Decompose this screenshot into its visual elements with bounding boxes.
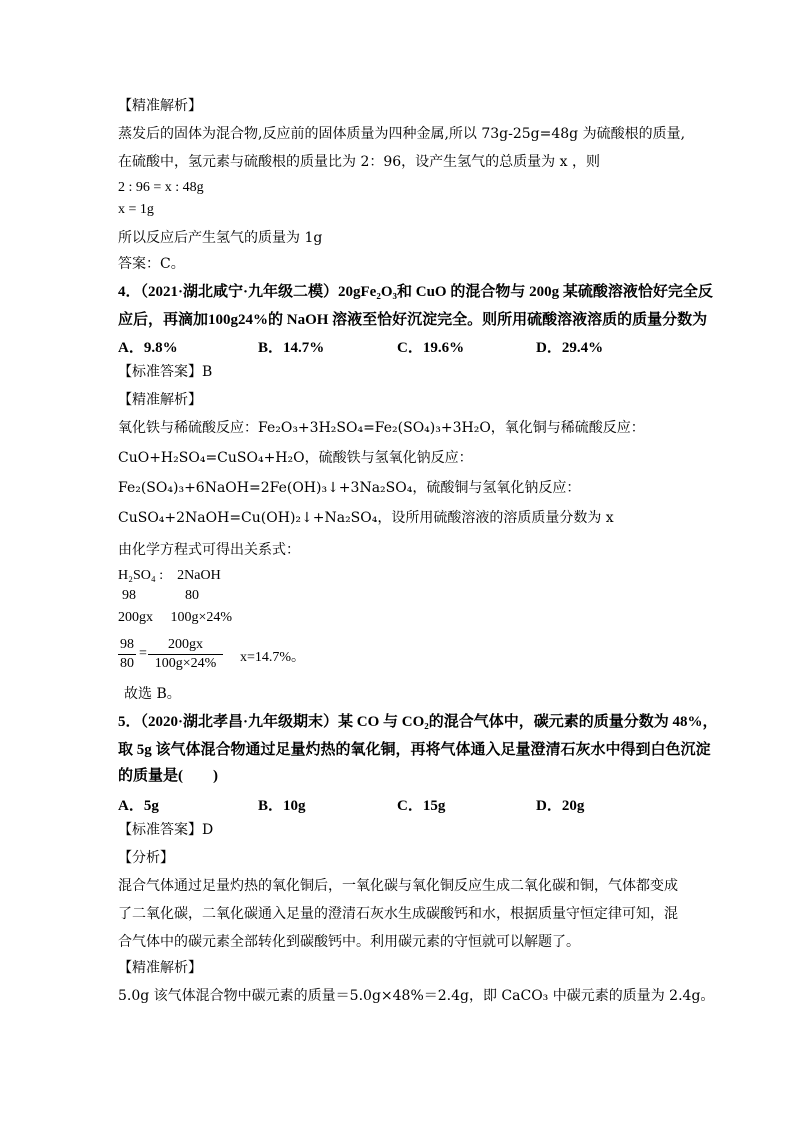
- paragraph-line: 了二氧化碳，二氧化碳通入足量的澄清石灰水生成碳酸钙和水，根据质量守恒定律可知，混: [118, 906, 678, 922]
- paragraph-line: 所以反应后产生氢气的质量为 1g: [118, 230, 323, 246]
- standard-answer: 【标准答案】D: [118, 822, 214, 838]
- question-4-stem: 4．（2021·湖北咸宁·九年级二模）20gFe₂O₃和 CuO 的混合物与 200g 某硫酸溶液恰好完全反: [118, 284, 713, 300]
- equation-line: x = 1g: [118, 202, 154, 217]
- fraction-left: [118, 636, 136, 673]
- relation-line: H₂SO₄ : 2NaOH: [118, 568, 221, 583]
- question-5-stem: 取 5g 该气体混合物通过足量灼热的氧化铜，再将气体通入足量澄清石灰水中得到白色沉淀: [118, 742, 711, 758]
- option-c: C．19.6%: [397, 340, 465, 356]
- option-b: B．10g: [258, 798, 306, 814]
- standard-answer: 【标准答案】B: [118, 364, 213, 380]
- section-heading-jiexi: 【精准解析】: [118, 98, 202, 114]
- option-a: A．5g: [118, 798, 159, 814]
- fraction-denominator: 80: [120, 656, 134, 671]
- paragraph-line: 蒸发后的固体为混合物,反应前的固体质量为四种金属,所以 73g-25g=48g 为硫酸根的质量,: [118, 126, 686, 142]
- question-5-stem: 的质量是( ): [118, 768, 218, 784]
- fraction-result: x=14.7%。: [240, 650, 306, 665]
- conclusion-line: 故选 B。: [124, 686, 181, 702]
- option-d: D．29.4%: [536, 340, 604, 356]
- relation-line: 98 80: [122, 588, 199, 603]
- reaction-line: 氧化铁与稀硫酸反应：Fe₂O₃+3H₂SO₄=Fe₂(SO₄)₃+3H₂O，氧化铜与稀硫酸反应：: [118, 420, 645, 436]
- paragraph-line: 混合气体通过足量灼热的氧化铜后，一氧化碳与氧化铜反应生成二氧化碳和铜，气体都变成: [118, 878, 678, 894]
- fraction-numerator: 98: [118, 636, 136, 655]
- equals-sign: =: [139, 646, 147, 661]
- option-a: A．9.8%: [118, 340, 178, 356]
- relation-line: 200gx 100g×24%: [118, 610, 233, 625]
- reaction-line: CuO+H₂SO₄=CuSO₄+H₂O，硫酸铁与氢氧化钠反应：: [118, 450, 473, 466]
- equation-line: 2 : 96 = x : 48g: [118, 180, 204, 195]
- fraction-denominator: 100g×24%: [154, 656, 217, 671]
- paragraph-line: 由化学方程式可得出关系式：: [118, 542, 300, 558]
- option-b: B．14.7%: [258, 340, 325, 356]
- section-heading-jiexi: 【精准解析】: [118, 960, 202, 976]
- paragraph-line: 合气体中的碳元素全部转化到碳酸钙中。利用碳元素的守恒就可以解题了。: [118, 934, 580, 950]
- question-4-stem: 应后，再滴加100g24%的 NaOH 溶液至恰好沉淀完全。则所用硫酸溶液溶质的质量分数为: [118, 312, 708, 328]
- fraction-right: [148, 636, 223, 673]
- option-c: C．15g: [397, 798, 446, 814]
- section-heading-jiexi: 【精准解析】: [118, 392, 202, 408]
- reaction-line: Fe₂(SO₄)₃+6NaOH=2Fe(OH)₃↓+3Na₂SO₄，硫酸铜与氢氧化钠反应：: [118, 480, 581, 496]
- fraction-numerator: 200gx: [148, 636, 223, 655]
- reaction-line: CuSO₄+2NaOH=Cu(OH)₂↓+Na₂SO₄，设所用硫酸溶液的溶质质量分数为 x: [118, 510, 614, 526]
- paragraph-line: 在硫酸中，氢元素与硫酸根的质量比为 2：96，设产生氢气的总质量为 x ，则: [118, 154, 600, 170]
- paragraph-line: 5.0g 该气体混合物中碳元素的质量＝5.0g×48%＝2.4g，即 CaCO₃ 中碳元素的质量为 2.4g。: [118, 988, 715, 1004]
- option-d: D．20g: [536, 798, 585, 814]
- answer-line: 答案：C。: [118, 256, 185, 272]
- question-5-stem: 5．（2020·湖北孝昌·九年级期末）某 CO 与 CO₂的混合气体中，碳元素的质量分数为 48%，: [118, 714, 718, 730]
- section-heading-fenxi: 【分析】: [118, 850, 174, 866]
